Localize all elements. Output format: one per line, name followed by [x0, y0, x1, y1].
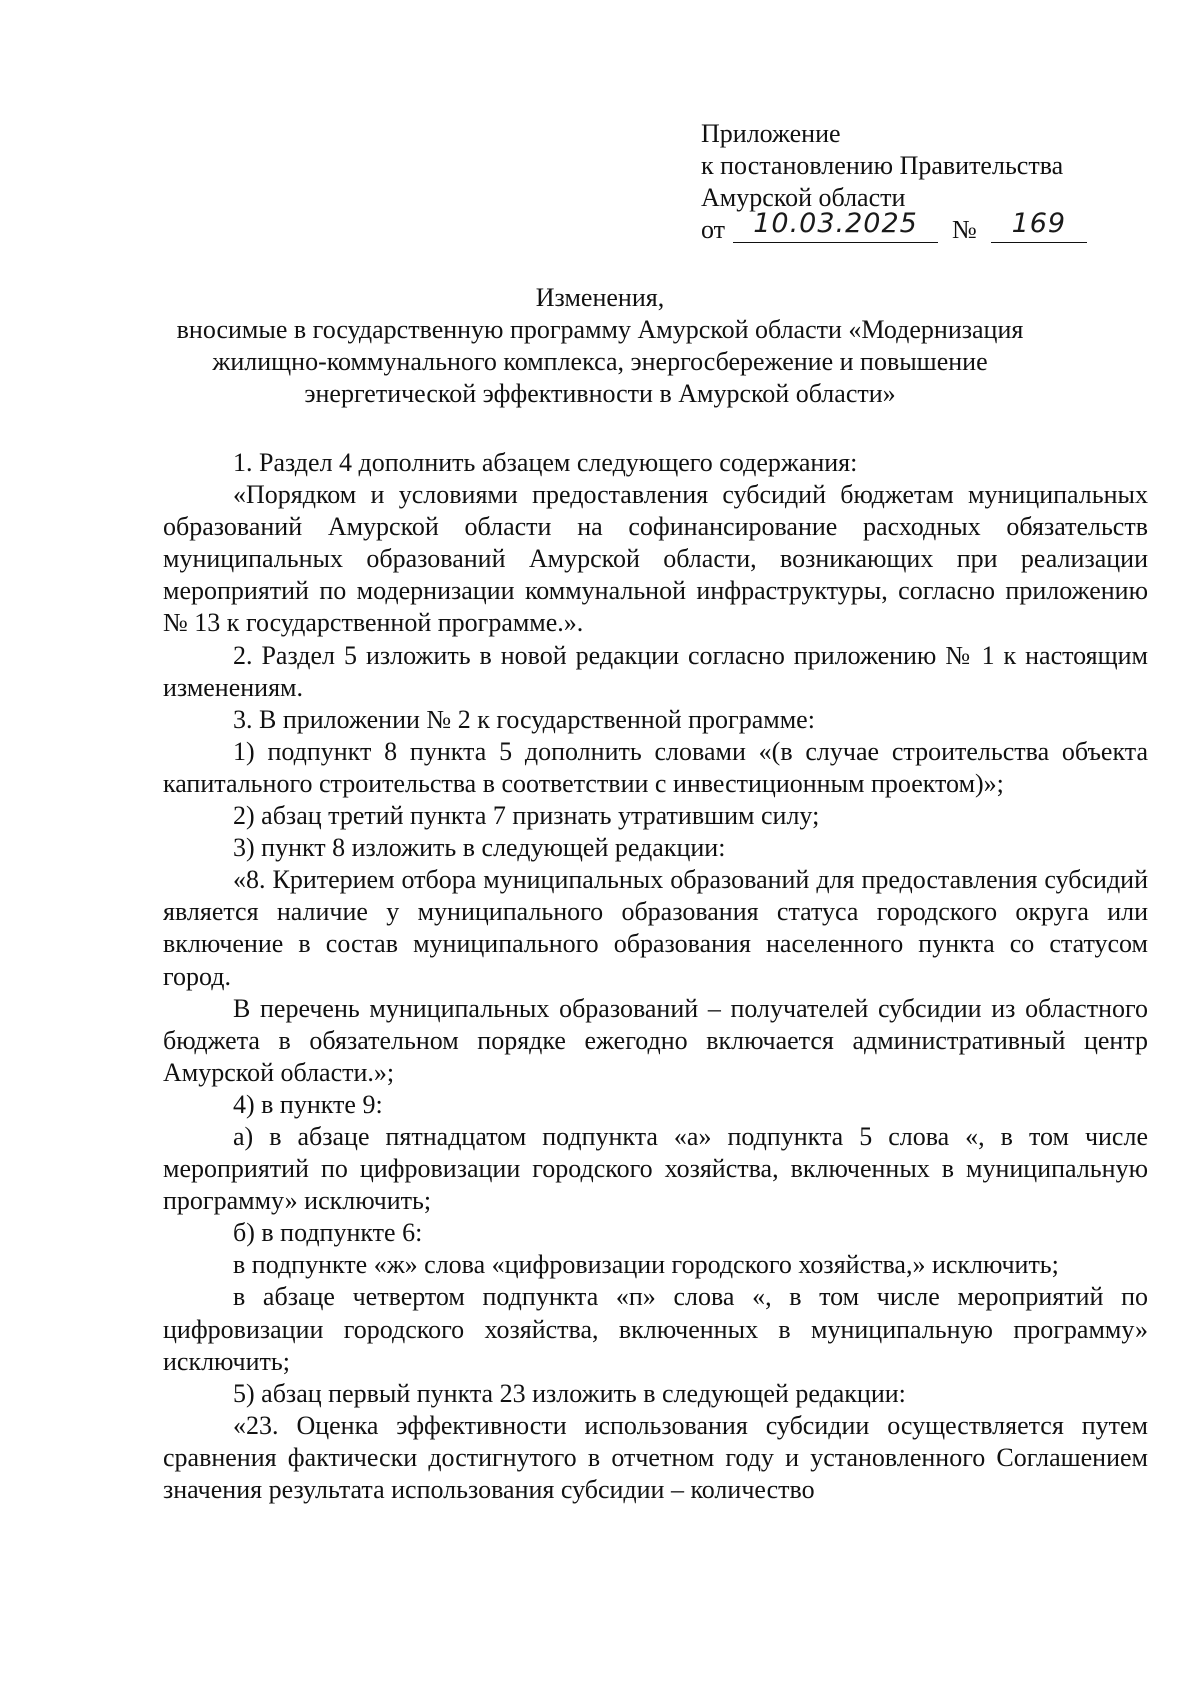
paragraph-4: 3. В приложении № 2 к государственной программе: [233, 704, 815, 734]
number-sign: № [952, 215, 977, 244]
paragraph-6: 2) абзац третий пункта 7 признать утратившим силу; [233, 801, 820, 831]
document-title [130, 282, 1070, 410]
handwritten-number: 169 [1011, 208, 1067, 239]
title-line-3: жилищно-коммунального комплекса, энергосбережение и повышение [212, 347, 988, 376]
paragraph-11: а) в абзаце пятнадцатом подпункта «а» подпункта 5 слова «, в том числе мероприятий по цифровизации городского хозяйства, включенных в муниципальную программу» исключить; [163, 1121, 1148, 1216]
paragraph-13: в подпункте «ж» слова «цифровизации городского хозяйства,» исключить; [233, 1250, 1059, 1280]
paragraph-16: «23. Оценка эффективности использования субсидии осуществляется путем сравнения фактически достигнутого в отчетном году и установленного Соглашением значения результата использования субсидии – количество [163, 1410, 1148, 1504]
document-body [163, 447, 1148, 1506]
appendix-date-number-row [701, 208, 1087, 246]
appendix-label: Приложение [701, 119, 841, 148]
paragraph-5: 1) подпункт 8 пункта 5 дополнить словами «(в случае строительства объекта капитального строительства в соответствии с инвестиционным проектом)»; [163, 736, 1148, 798]
handwritten-date: 10.03.2025 [753, 208, 918, 239]
paragraph-10: 4) в пункте 9: [233, 1089, 383, 1119]
title-line-2: вносимые в государственную программу Амурской области «Модернизация [176, 315, 1024, 344]
paragraph-8: «8. Критерием отбора муниципальных образований для предоставления субсидий является наличие у муниципального образования статуса городского округа или включение в состав муниципального образования населенного пункта со статусом город. [163, 865, 1148, 991]
paragraph-14: в абзаце четвертом подпункта «п» слова «, в том числе мероприятий по цифровизации городского хозяйства, включенных в муниципальную программу» исключить; [163, 1282, 1148, 1376]
title-line-4: энергетической эффективности в Амурской области» [304, 379, 896, 408]
date-prefix: от [701, 215, 726, 244]
paragraph-15: 5) абзац первый пункта 23 изложить в следующей редакции: [233, 1378, 906, 1408]
appendix-resolution-ref: к постановлению Правительства [701, 151, 1064, 180]
date-field [733, 208, 938, 243]
paragraph-2: «Порядком и условиями предоставления субсидий бюджетам муниципальных образований Амурской области на софинансирование расходных обязательств муниципальных образований Амурской области, возникающих при реализации мероприятий по модернизации коммунальной инфраструктуры, согласно приложению № 13 к государственной программе.». [163, 480, 1148, 638]
title-line-1: Изменения, [535, 283, 665, 312]
paragraph-7: 3) пункт 8 изложить в следующей редакции: [233, 833, 726, 863]
paragraph-1: 1. Раздел 4 дополнить абзацем следующего содержания: [233, 448, 858, 477]
number-field [991, 208, 1087, 243]
paragraph-9: В перечень муниципальных образований – получателей субсидии из областного бюджета в обязательном порядке ежегодно включается административный центр Амурской области.»; [163, 993, 1148, 1087]
appendix-region: Амурской области [701, 183, 906, 212]
paragraph-3: 2. Раздел 5 изложить в новой редакции согласно приложению № 1 к настоящим изменениям. [163, 640, 1148, 702]
paragraph-12: б) в подпункте 6: [233, 1218, 423, 1248]
appendix-header [701, 118, 1087, 246]
